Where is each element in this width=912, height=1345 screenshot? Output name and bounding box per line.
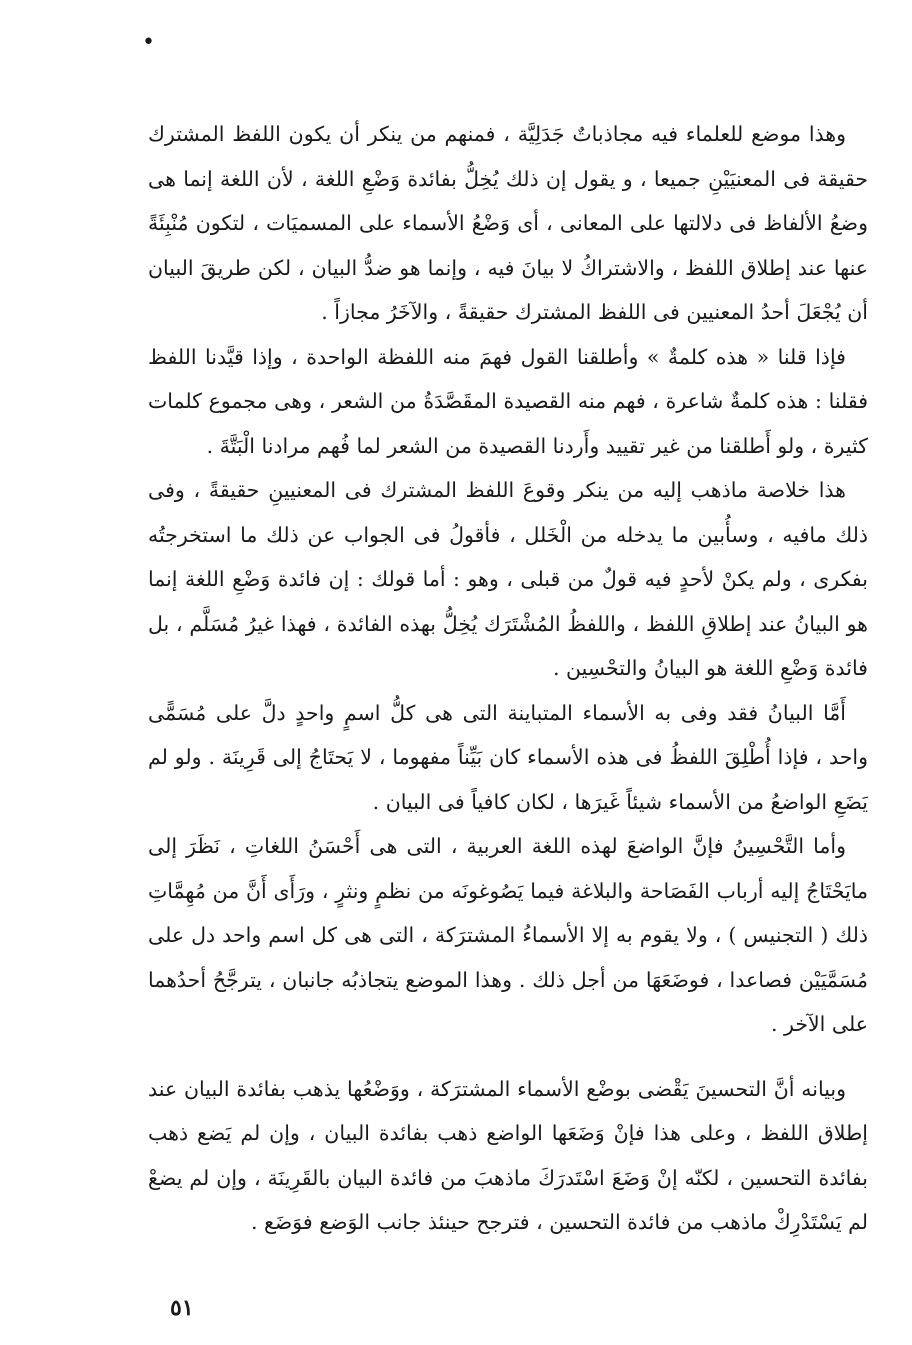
- page-number: ٥١: [170, 1295, 194, 1321]
- paragraph: وهذا موضع للعلماء فيه مجاذباتٌ جَدَلِيَّة ، فمنهم من ينكر أن يكون اللفظ المشترك حقيقة فى المعنيَيْنِ جميعا ، و يقول إن ذلك يُخِلُّ بفائدة وَضْعِ اللغة ، لأن اللغة إنما هى وضعُ الألفاظ فى دلالتها على المعانى ، أى وَضْعُ الأسماء على المسميَات ، لتكون مُنْبِئَةً عنها عند إطلاق اللفظ ، والاشتراكُ لا بيانَ فيه ، وإنما هو ضدُّ البيان ، لكن طريقَ البيان أن يُجْعَلَ أحدُ المعنيين فى اللفظ المشترك حقيقةً ، والآخَرُ مجازاً .: [148, 122, 868, 324]
- paragraph: وأما التَّحْسِينُ فإنَّ الواضعَ لهذه اللغة العربية ، التى هى أَحْسَنُ اللغاتِ ، نَظَرَ إلى مايَحْتَاجُ إليه أرباب الفَصَاحة والبلاغة فيما يَصُوغونَه من نظمٍ ونثرٍ ، ورَأَى أَنَّ من مُهِمَّاتِ ذلك ( التجنيس ) ، ولا يقوم به إلا الأسماءُ المشترَكة ، التى هى كل اسم واحد دل على مُسَمَّيَيْن فصاعدا ، فوضَعَهَا من أجل ذلك . وهذا الموضع يتجاذبُه جانبان ، يترجَّحُ أحدُهما على الآخر .: [148, 834, 868, 1036]
- body-text: [148, 112, 868, 1245]
- paragraph: هذا خلاصة ماذهب إليه من ينكر وقوعَ اللفظ المشترك فى المعنيينِ حقيقةً ، وفى ذلك مافيه ، وسأُبين ما يدخله من الْخَلل ، فأقولُ فى الجواب عن ذلك ما استخرجتُه بفكرى ، ولم يكنْ لأحدٍ فيه قولٌ من قبلى ، وهو : أما قولك : إن فائدة وَضْعِ اللغة إنما هو البيانُ عند إطلاقِ اللفظ ، واللفظُ المُشْتَرَك يُخِلُّ بهذه الفائدة ، فهذا غيرُ مُسَلَّم ، بل فائدة وَضْعِ اللغة هو البيانُ والتحْسِين .: [148, 478, 868, 680]
- paragraph: أَمَّا البيانُ فقد وفى به الأسماء المتباينة التى هى كلُّ اسمٍ واحدٍ دلَّ على مُسَمًّى واحد ، فإذا أُطْلِقَ اللفظُ فى هذه الأسماء كان بَيِّناً مفهوما ، لا يَحتَاجُ إلى قَرِينَة . ولو لم يَضَعِ الواضعُ من الأسماء شيئاً غَيرَها ، لكان كافياً فى البيان .: [148, 700, 868, 814]
- paragraph: فإذا قلنا « هذه كلمةٌ » وأطلقنا القول فهمَ منه اللفظة الواحدة ، وإذا قيَّدنا اللفظ فقلنا : هذه كلمةٌ شاعرة ، فهم منه القصيدة المقَصَّدَةُ من الشعر ، وهى مجموع كلمات كثيرة ، ولو أَطلقنا من غير تقييد وأَردنا القصيدة من الشعر لما فُهم مرادنا الْبَتَّةَ .: [148, 344, 868, 458]
- paragraph: وبيانه أنَّ التحسينَ يَقْضى بوضْع الأسماء المشترَكة ، ووَضْعُها يذهب بفائدة البيان عند إطلاق اللفظ ، وعلى هذا فإنْ وَضَعَها الواضع ذهب بفائدة البيان ، وإن لم يَضع ذهب بفائدة التحسين ، لكنّه إنْ وَضَعَ اسْتَدرَكَ ماذهبَ من فائدة البيان بالقَرِينَة ، وإن لم يضعْ لم يَسْتَدْرِكْ ماذهب من فائدة التحسين ، فترجح حينئذ جانب الوَضع فوَضَع .: [148, 1076, 868, 1234]
- top-mark: •: [142, 30, 155, 55]
